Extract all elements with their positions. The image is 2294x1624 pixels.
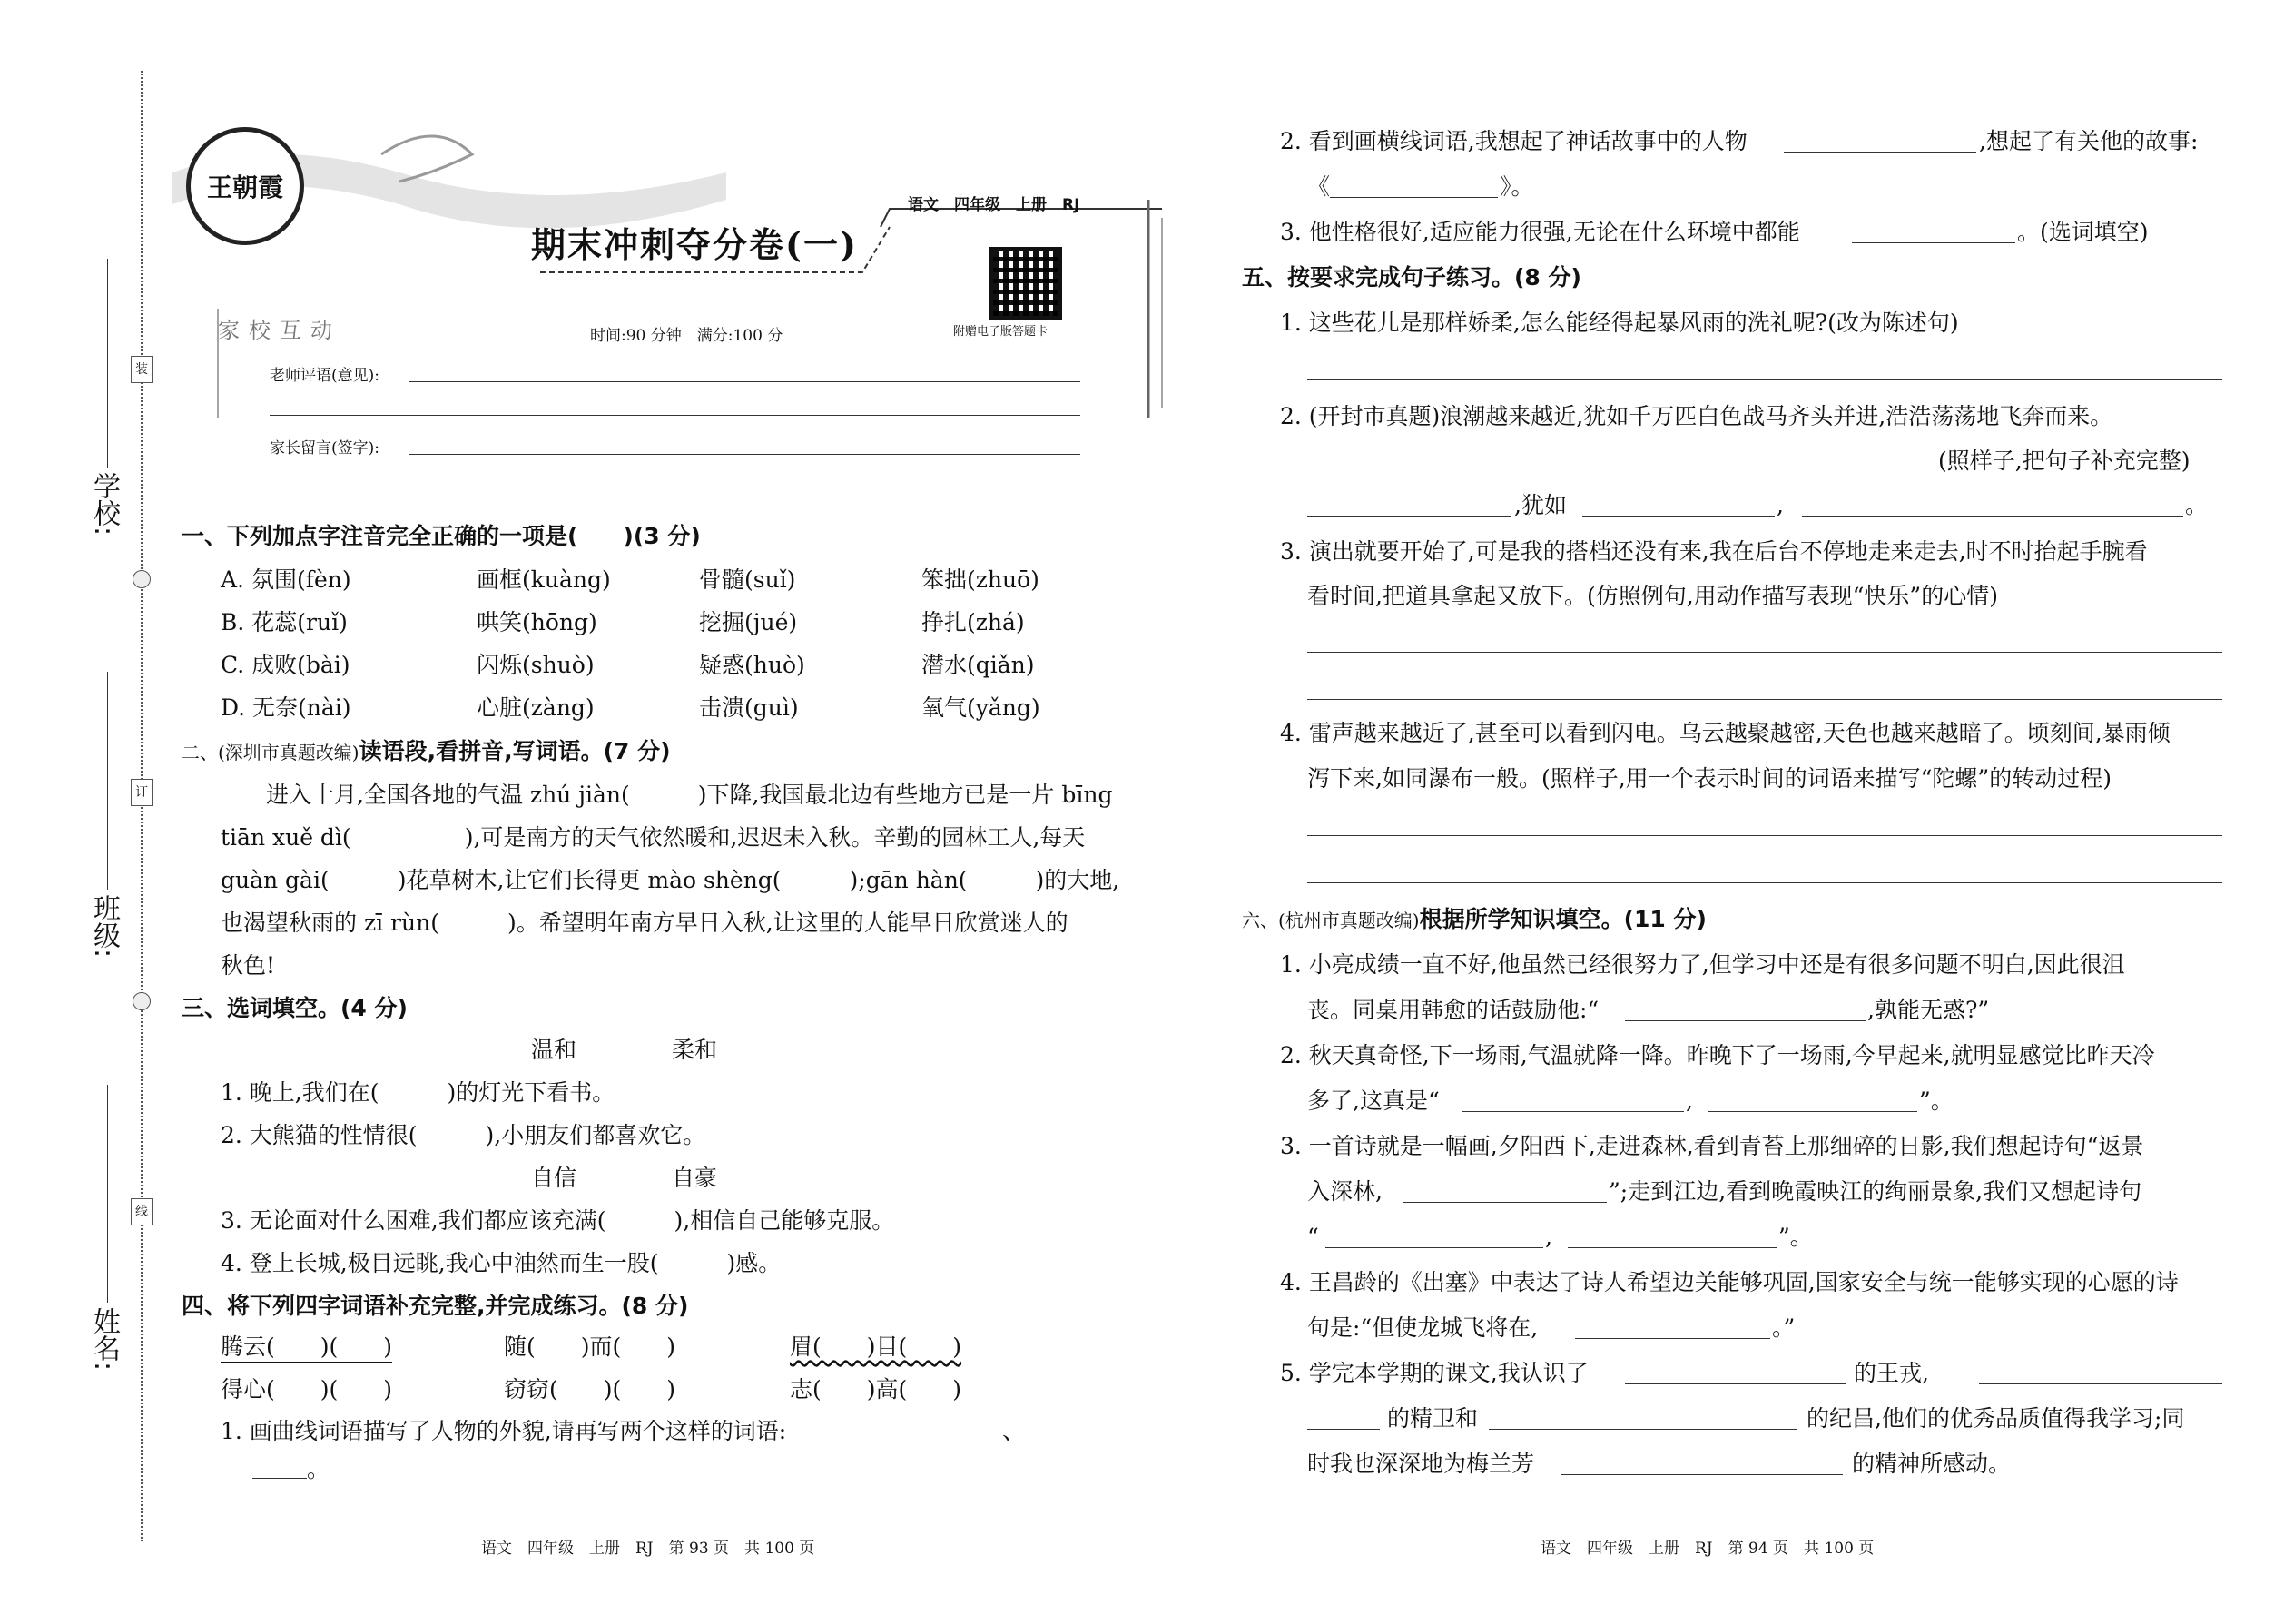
q4-idiom-2[interactable]: 随( )而( ) xyxy=(504,1334,676,1360)
q4-idiom-4[interactable]: 得心( )( ) xyxy=(221,1376,393,1403)
q3-item-1[interactable]: 1. 晚上,我们在( )的灯光下看书。 xyxy=(221,1079,615,1106)
q5-item-4-answer-2[interactable] xyxy=(1307,882,2222,883)
q6-item-3b: 入深林, xyxy=(1307,1178,1383,1205)
binding-mark-1: 装 xyxy=(131,356,153,383)
q5-item-4-answer-1[interactable] xyxy=(1307,835,2222,836)
q4-title: 四、将下列四字词语补充完整,并完成练习。(8 分) xyxy=(182,1293,689,1319)
q5-item-1: 1. 这些花儿是那样娇柔,怎么能经得起暴风雨的洗礼呢?(改为陈述句) xyxy=(1280,310,1959,336)
q1-c4: 潜水(qiǎn) xyxy=(921,652,1035,678)
q6-item-3-blank-3[interactable] xyxy=(1568,1247,1777,1248)
q6-item-5-blank-3[interactable] xyxy=(1307,1429,1380,1430)
q6-title: 根据所学知识填空。(11 分) xyxy=(1419,906,1707,932)
q6-item-2-end: ”。 xyxy=(1919,1088,1954,1114)
q5-item-2-blank-1[interactable] xyxy=(1307,516,1511,517)
q6-item-1b: 丧。同桌用韩愈的话鼓励他:“ xyxy=(1307,997,1600,1023)
q6-source: 六、(杭州市真题改编) xyxy=(1242,910,1420,931)
q4-item-2b: ,想起了有关他的故事: xyxy=(1979,128,2199,154)
teacher-comment-field-1[interactable] xyxy=(409,381,1080,382)
q4-item-2c-close: 》。 xyxy=(1500,173,1534,200)
q2-line-2: tiān xuě dì( ),可是南方的天气依然暖和,迟迟未入秋。辛勤的园林工人,每天 xyxy=(221,824,1086,851)
q6-item-4a: 4. 王昌龄的《出塞》中表达了诗人希望边关能够巩固,国家安全与统一能够实现的心愿的诗 xyxy=(1280,1269,2179,1295)
q6-item-5-blank-4[interactable] xyxy=(1489,1429,1797,1430)
q3-item-2[interactable]: 2. 大熊猫的性情很( ),小朋友们都喜欢它。 xyxy=(221,1122,706,1148)
q6-item-3c-sep: , xyxy=(1545,1224,1552,1250)
q1-title: 一、下列加点字注音完全正确的一项是( )(3 分) xyxy=(182,523,701,549)
logo-badge xyxy=(186,127,304,245)
teacher-comment-label: 老师评语(意见): xyxy=(270,367,379,385)
school-field[interactable] xyxy=(107,259,108,468)
q4-item-1-blank-3[interactable] xyxy=(252,1478,307,1479)
q2-title-line xyxy=(182,737,671,767)
q1-b2: 哄笑(hōng) xyxy=(477,609,597,635)
q6-item-3b-end: ”;走到江边,看到晚霞映江的绚丽景象,我们又想起诗句 xyxy=(1609,1178,2142,1205)
binding-mark-2: 订 xyxy=(131,779,153,806)
q3-word-1: 温和 xyxy=(531,1037,577,1063)
q5-title: 五、按要求完成句子练习。(8 分) xyxy=(1242,264,1581,290)
q4-item-1-end: 。 xyxy=(307,1456,330,1482)
q2-source: 二、(深圳市真题改编) xyxy=(182,742,359,763)
q6-item-2-blank-2[interactable] xyxy=(1708,1111,1917,1112)
q6-item-5-blank-2[interactable] xyxy=(1979,1383,2222,1384)
binding-dotted-line xyxy=(141,71,143,1541)
q2-line-1: 进入十月,全国各地的气温 zhú jiàn( )下降,我国最北边有些地方已是一片 bīng xyxy=(266,782,1113,808)
q1-a2: 画框(kuàng) xyxy=(477,566,611,593)
parent-comment-field[interactable] xyxy=(409,454,1080,455)
q6-item-5a: 5. 学完本学期的课文,我认识了 xyxy=(1280,1360,1589,1386)
q2-title: 读语段,看拼音,写词语。(7 分) xyxy=(359,738,671,764)
q6-item-2a: 2. 秋天真奇怪,下一场雨,气温就降一降。昨晚下了一场雨,今早起来,就明显感觉比昨天冷 xyxy=(1280,1042,2155,1068)
q1-a1[interactable]: A. 氛围(fèn) xyxy=(221,566,351,593)
q2-line-3: guàn gài( )花草树木,让它们长得更 mào shèng( );gān hàn( )的大地, xyxy=(221,867,1120,893)
q1-b1[interactable]: B. 花蕊(ruǐ) xyxy=(221,609,348,635)
q6-item-5-blank-1[interactable] xyxy=(1625,1383,1846,1384)
q4-item-1-sep: 、 xyxy=(1002,1418,1026,1444)
name-field[interactable] xyxy=(107,1085,108,1303)
class-field[interactable] xyxy=(107,672,108,890)
q4-item-1: 1. 画曲线词语描写了人物的外貌,请再写两个这样的词语: xyxy=(221,1418,787,1444)
school-label: 学校: xyxy=(88,472,120,536)
q5-item-1-answer[interactable] xyxy=(1307,379,2222,380)
q4-idiom-1[interactable]: 腾云( )( ) xyxy=(221,1333,392,1363)
q2-line-5: 秋色! xyxy=(221,952,276,979)
q6-item-3c-open: “ xyxy=(1307,1224,1319,1250)
q2-line-4: 也渴望秋雨的 zī rùn( )。希望明年南方早日入秋,让这里的人能早日欣赏迷人的 xyxy=(221,910,1068,936)
q1-a4: 笨拙(zhuō) xyxy=(921,566,1039,593)
q4-idiom-6[interactable]: 志( )高( ) xyxy=(790,1376,962,1403)
q1-a3: 骨髓(suǐ) xyxy=(699,566,796,593)
q5-item-2-blank-3[interactable] xyxy=(1802,516,2183,517)
q3-item-3[interactable]: 3. 无论面对什么困难,我们都应该充满( ),相信自己能够克服。 xyxy=(221,1207,895,1234)
q4-item-3-blank[interactable] xyxy=(1852,242,2015,243)
q4-item-2-blank-2[interactable] xyxy=(1330,197,1498,198)
grade-tag: 语文 四年级 上册 RJ xyxy=(908,196,1080,214)
q5-item-2-end: 。 xyxy=(2185,492,2209,518)
q6-item-5a-end: 的王戎, xyxy=(1854,1360,1929,1386)
q1-d1[interactable]: D. 无奈(nài) xyxy=(221,694,351,721)
q6-item-5b-mid: 的精卫和 xyxy=(1387,1405,1479,1432)
q3-title: 三、选词填空。(4 分) xyxy=(182,995,408,1021)
q1-d3: 击溃(guì) xyxy=(699,694,799,721)
q3-item-4[interactable]: 4. 登上长城,极目远眺,我心中油然而生一股( )感。 xyxy=(221,1250,782,1276)
q5-item-3-answer-2[interactable] xyxy=(1307,699,2222,700)
q4-item-2c-open: 《 xyxy=(1307,173,1331,200)
q5-item-3b: 看时间,把道具拿起又放下。(仿照例句,用动作描写表现“快乐”的心情) xyxy=(1307,583,1998,609)
q6-item-5c-end: 的精神所感动。 xyxy=(1852,1451,2012,1477)
q6-item-1-blank[interactable] xyxy=(1625,1020,1866,1021)
q5-item-2-blank-2[interactable] xyxy=(1582,516,1775,517)
q5-item-3-answer-1[interactable] xyxy=(1307,652,2222,653)
q6-item-4-blank[interactable] xyxy=(1575,1338,1770,1339)
footer-left: 语文 四年级 上册 RJ 第 93 页 共 100 页 xyxy=(481,1540,815,1558)
q5-item-2: 2. (开封市真题)浪潮越来越近,犹如千万匹白色战马齐头并进,浩浩荡荡地飞奔而来。 xyxy=(1280,403,2113,429)
page-title: 期末冲刺夺分卷(一) xyxy=(531,224,858,265)
q4-item-2-blank-1[interactable] xyxy=(1784,152,1976,153)
q6-item-5b-end: 的纪昌,他们的优秀品质值得我学习;同 xyxy=(1807,1405,2185,1432)
q1-c2: 闪烁(shuò) xyxy=(477,652,595,678)
q5-item-4a: 4. 雷声越来越近了,甚至可以看到闪电。乌云越聚越密,天色也越来越暗了。顷刻间,暴雨倾 xyxy=(1280,720,2171,746)
q1-c3: 疑惑(huò) xyxy=(699,652,805,678)
qr-code xyxy=(989,247,1062,320)
binding-mark-3: 线 xyxy=(131,1198,153,1225)
time-score: 时间:90 分钟 满分:100 分 xyxy=(590,327,783,345)
q6-item-5c: 时我也深深地为梅兰芳 xyxy=(1307,1451,1535,1477)
q6-item-3c-end: ”。 xyxy=(1778,1224,1813,1250)
teacher-comment-field-2[interactable] xyxy=(270,415,1080,416)
q6-item-2-sep: , xyxy=(1686,1088,1693,1114)
q5-item-2-mid: ,犹如 xyxy=(1514,492,1567,518)
name-label: 姓名: xyxy=(88,1307,120,1372)
footer-right: 语文 四年级 上册 RJ 第 94 页 共 100 页 xyxy=(1541,1540,1875,1558)
q5-item-2-sep: , xyxy=(1777,492,1784,518)
q6-item-3a: 3. 一首诗就是一幅画,夕阳西下,走进森林,看到青苔上那细碎的日影,我们想起诗句“返景 xyxy=(1280,1133,2144,1159)
q6-item-5-blank-5[interactable] xyxy=(1561,1474,1843,1475)
q6-item-4-end: 。” xyxy=(1772,1314,1796,1341)
class-label: 班级: xyxy=(88,894,120,959)
q3-word-4: 自豪 xyxy=(672,1165,718,1191)
logo-text: 王朝霞 xyxy=(206,172,283,202)
q5-item-3a: 3. 演出就要开始了,可是我的搭档还没有来,我在后台不停地走来走去,时不时抬起手腕看 xyxy=(1280,538,2148,565)
q5-item-4b: 泻下来,如同瀑布一般。(照样子,用一个表示时间的词语来描写“陀螺”的转动过程) xyxy=(1307,765,2112,792)
q3-word-2: 柔和 xyxy=(672,1037,718,1063)
q4-idiom-3[interactable]: 眉( )目( ) xyxy=(790,1334,962,1360)
q4-idiom-5[interactable]: 窃窃( )( ) xyxy=(504,1376,676,1403)
q1-d4: 氧气(yǎng) xyxy=(921,694,1040,721)
home-school-badge: 家校互动 xyxy=(218,318,341,343)
q1-b4: 挣扎(zhá) xyxy=(921,609,1025,635)
q1-d2: 心脏(zàng) xyxy=(477,694,595,721)
q1-b3: 挖掘(jué) xyxy=(699,609,798,635)
binding-hole-2 xyxy=(133,992,151,1010)
q6-item-3-blank-1[interactable] xyxy=(1403,1202,1607,1203)
q1-c1[interactable]: C. 成败(bài) xyxy=(221,652,350,678)
binding-hole-1 xyxy=(133,570,151,588)
q6-title-line xyxy=(1242,905,1707,935)
q6-item-3-blank-2[interactable] xyxy=(1325,1247,1543,1248)
q4-item-3: 3. 他性格很好,适应能力很强,无论在什么环境中都能 xyxy=(1280,219,1800,245)
q5-item-2-hint: (照样子,把句子补充完整) xyxy=(1938,448,2191,474)
q6-item-4b: 句是:“但使龙城飞将在, xyxy=(1307,1314,1539,1341)
q6-item-1-end: ,孰能无惑?” xyxy=(1867,997,1990,1023)
q4-item-3-end: 。(选词填空) xyxy=(2017,219,2149,245)
qr-caption: 附赠电子版答题卡 xyxy=(953,325,1049,339)
q6-item-1a: 1. 小亮成绩一直不好,他虽然已经很努力了,但学习中还是有很多问题不明白,因此很沮 xyxy=(1280,951,2125,978)
q4-item-2a: 2. 看到画横线词语,我想起了神话故事中的人物 xyxy=(1280,128,1748,154)
parent-comment-label: 家长留言(签字): xyxy=(270,439,379,458)
q3-word-3: 自信 xyxy=(531,1165,577,1191)
q6-item-2-blank-1[interactable] xyxy=(1462,1111,1684,1112)
q6-item-2b: 多了,这真是“ xyxy=(1307,1088,1440,1114)
